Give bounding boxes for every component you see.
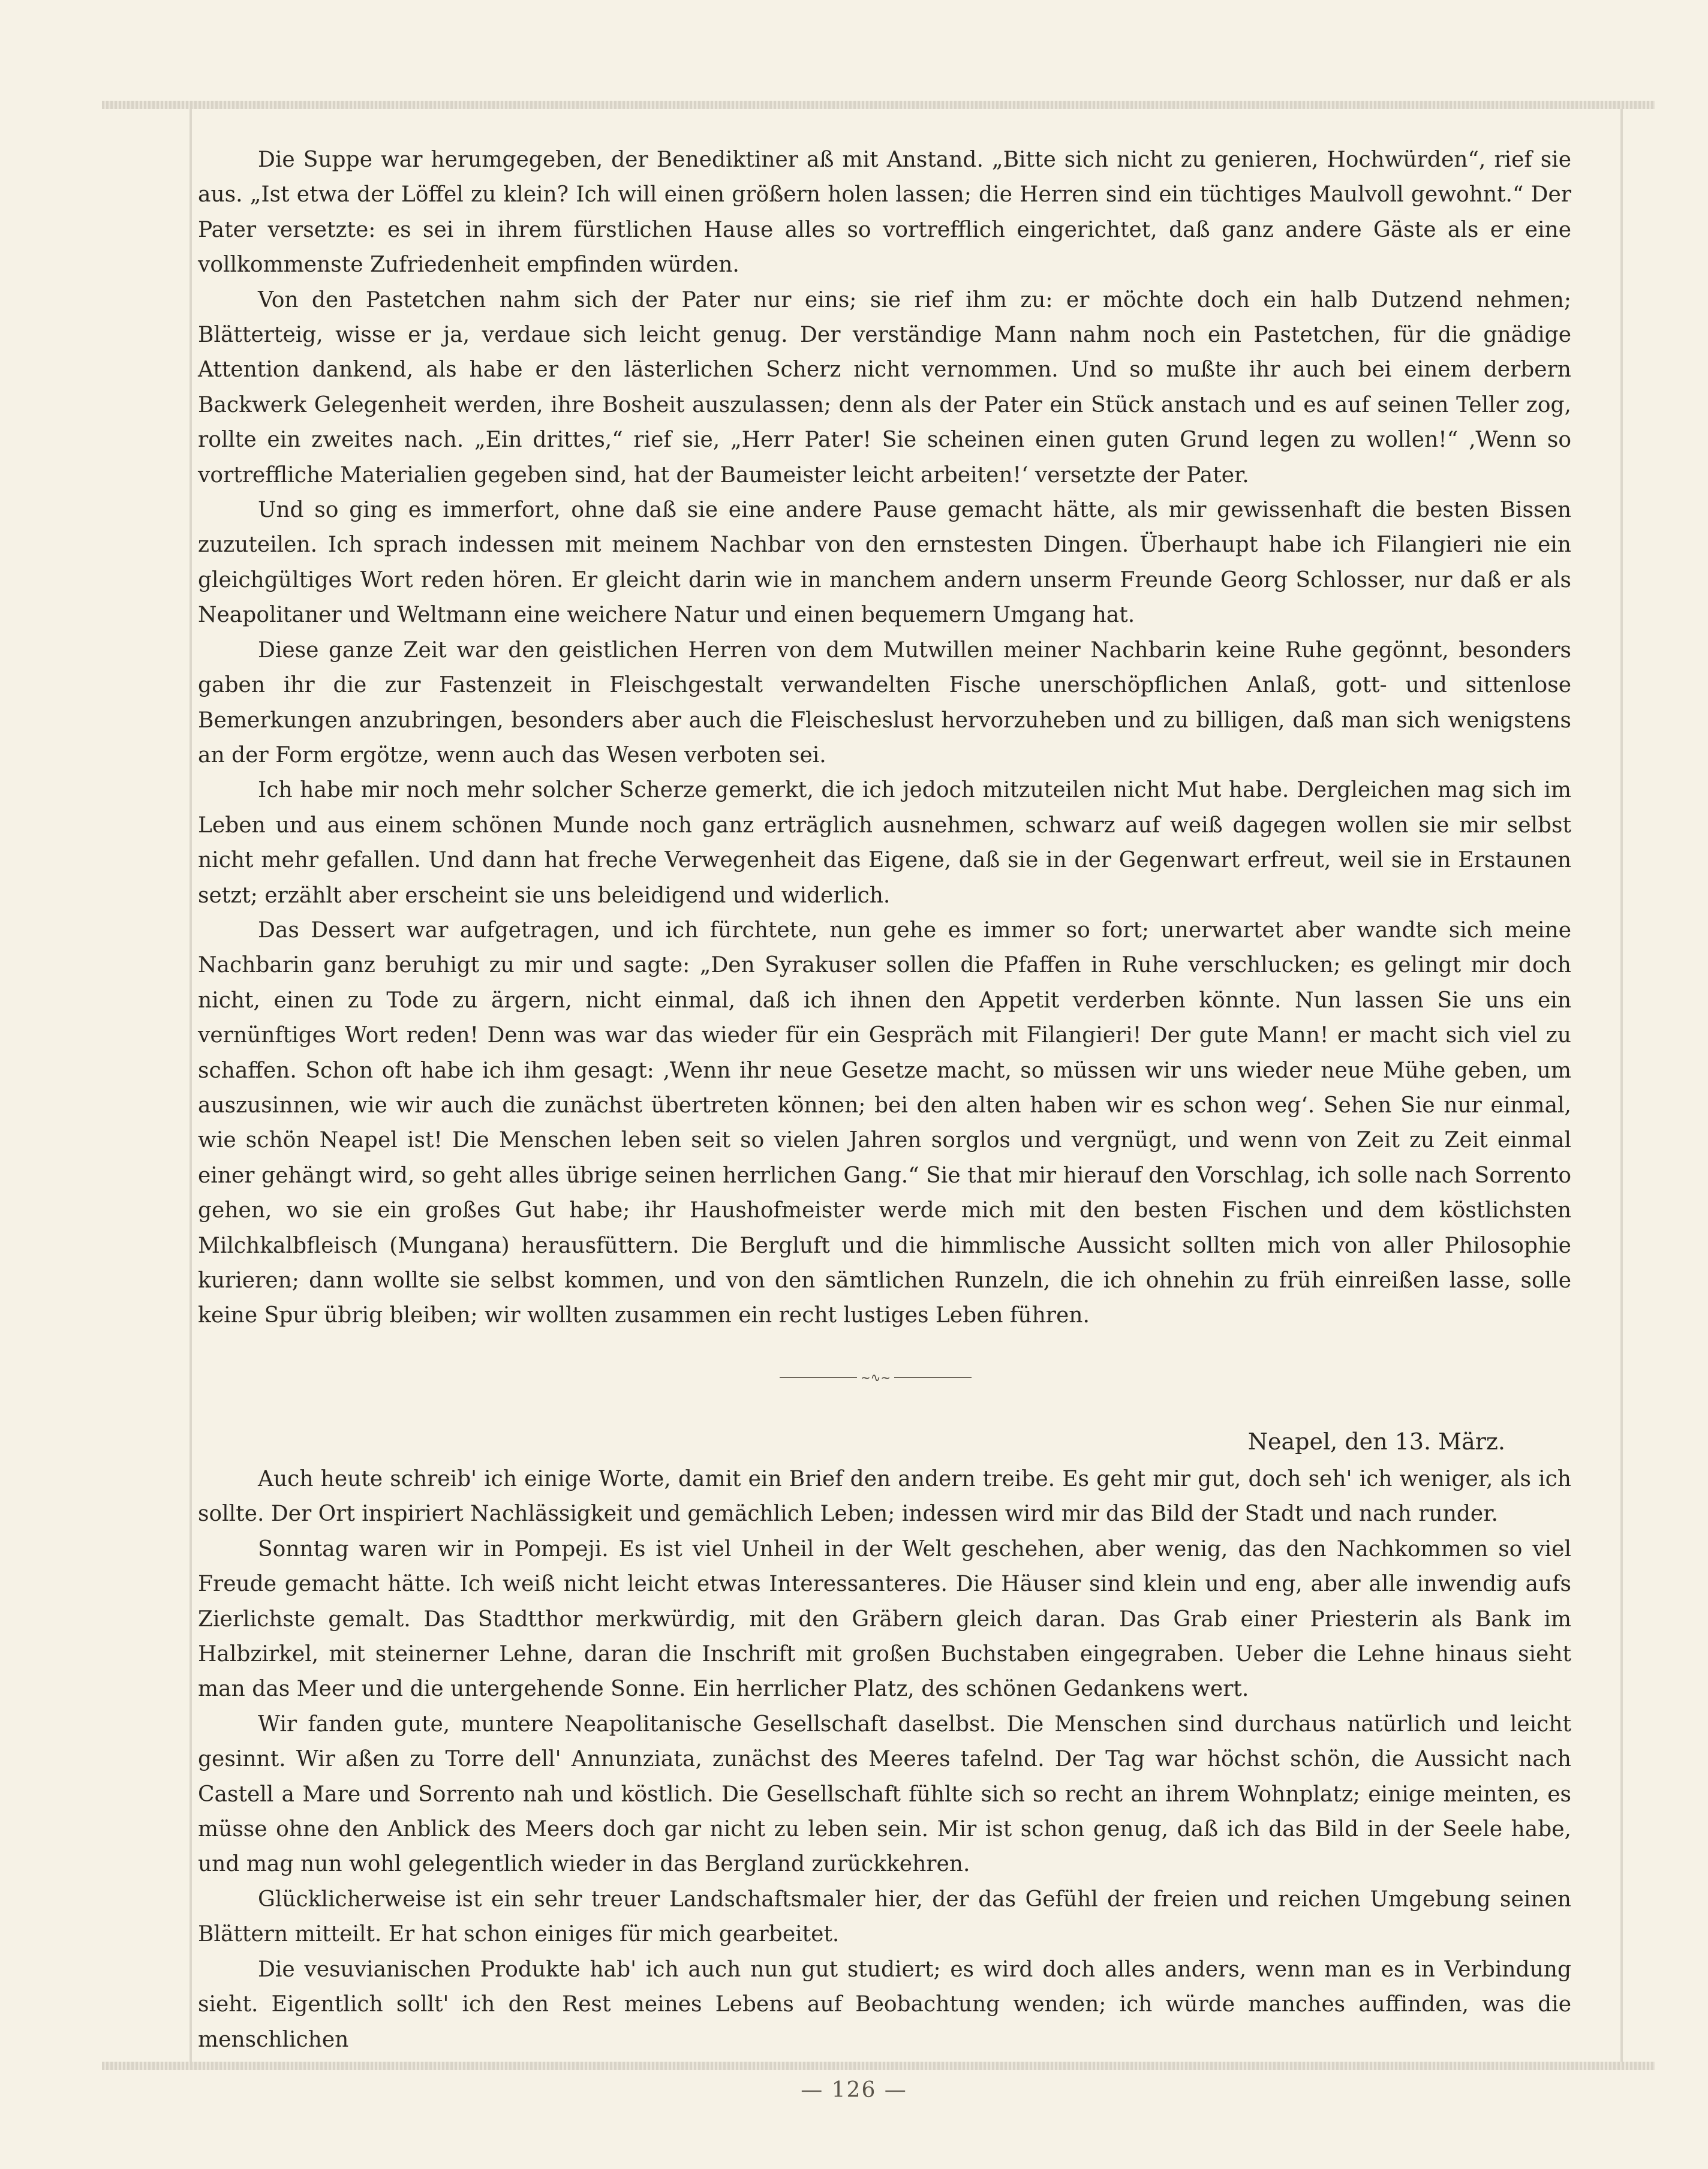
- letter-part-2: [198, 1462, 1571, 2057]
- paragraph: Die Suppe war herumgegeben, der Benediktiner aß mit Anstand. „Bitte sich nicht zu genieren, Hochwürden“, rief sie aus. „Ist etwa der Löffel zu klein? Ich will einen größern holen lassen; die Herren sind ein tüchtiges Maulvoll gewohnt.“ Der Pater versetzte: es sei in ihrem fürstlichen Hause alles so vortrefflich eingerichtet, daß ganz andere Gäste als er eine vollkommenste Zufriedenheit empfinden würden.: [198, 148, 1571, 278]
- paragraph: Diese ganze Zeit war den geistlichen Herren von dem Mutwillen meiner Nachbarin keine Ruhe gegönnt, besonders gaben ihr die zur Fastenzeit in Fleischgestalt verwandelten Fische unerschöpflichen Anlaß, gott- und sittenlose Bemerkungen anzubringen, besonders aber auch die Fleischeslust hervorzuheben und zu billigen, daß man sich wenigstens an der Form ergötze, wenn auch das Wesen verboten sei.: [198, 637, 1571, 768]
- separator-rule-right: [894, 1377, 972, 1378]
- right-border: [1620, 109, 1623, 2062]
- section-separator: [780, 1370, 972, 1385]
- paragraph: Auch heute schreib' ich einige Worte, damit ein Brief den andern treibe. Es geht mir gut, doch seh' ich weniger, als ich sollte. Der Ort inspiriert Nachlässigkeit und gemächlich Leben; indessen wird mir das Bild der Stadt und nach runder.: [198, 1467, 1571, 1527]
- letter-part-1: [198, 143, 1571, 1334]
- paragraph: Und so ging es immerfort, ohne daß sie eine andere Pause gemacht hätte, als mir gewissenhaft die besten Bissen zuzuteilen. Ich sprach indessen mit meinem Nachbar von den ernstesten Dingen. Überhaupt habe ich Filangieri nie ein gleichgültiges Wort reden hören. Er gleicht darin wie in manchem andern unserm Freunde Georg Schlosser, nur daß er als Neapolitaner und Weltmann eine weichere Natur und einen bequemern Umgang hat.: [198, 498, 1571, 628]
- paragraph: Ich habe mir noch mehr solcher Scherze gemerkt, die ich jedoch mitzuteilen nicht Mut habe. Dergleichen mag sich im Leben und aus einem schönen Munde noch ganz erträglich ausnehmen, schwarz auf weiß dagegen wollen sie mir selbst nicht mehr gefallen. Und dann hat freche Verwegenheit das Eigene, daß sie in der Gegenwart erfreut, weil sie in Erstaunen setzt; erzählt aber erscheint sie uns beleidigend und widerlich.: [198, 778, 1571, 908]
- left-border: [190, 109, 192, 2062]
- paragraph: Sonntag waren wir in Pompeji. Es ist viel Unheil in der Welt geschehen, aber wenig, das den Nachkommen so viel Freude gemacht hätte. Ich weiß nicht leicht etwas Interessanteres. Die Häuser sind klein und eng, aber alle inwendig aufs Zierlichste gemalt. Das Stadtthor merkwürdig, mit den Gräbern gleich daran. Das Grab einer Priesterin als Bank im Halbzirkel, mit steinerner Lehne, daran die Inschrift mit großen Buchstaben eingegraben. Ueber die Lehne hinaus sieht man das Meer und die untergehende Sonne. Ein herrlicher Platz, des schönen Gedankens wert.: [198, 1536, 1571, 1702]
- paragraph: Wir fanden gute, muntere Neapolitanische Gesellschaft daselbst. Die Menschen sind durchaus natürlich und leicht gesinnt. Wir aßen zu Torre dell' Annunziata, zunächst des Meeres tafelnd. Der Tag war höchst schön, die Aussicht nach Castell a Mare und Sorrento nah und köstlich. Die Gesellschaft fühlte sich so recht an ihrem Wohnplatz; einige meinten, es müsse ohne den Anblick des Meers doch gar nicht zu leben sein. Mir ist schon genug, daß ich das Bild in der Seele habe, und mag nun wohl gelegentlich wieder in das Bergland zurückkehren.: [198, 1711, 1571, 1877]
- separator-ornament: ~∿~: [860, 1370, 891, 1385]
- paragraph: Von den Pastetchen nahm sich der Pater nur eins; sie rief ihm zu: er möchte doch ein halb Dutzend nehmen; Blätterteig, wisse er ja, verdaue sich leicht genug. Der verständige Mann nahm noch ein Pastetchen, für die gnädige Attention dankend, als habe er den lästerlichen Scherz nicht vernommen. Und so mußte ihr auch bei einem derbern Backwerk Gelegenheit werden, ihre Bosheit auszulassen; denn als der Pater ein Stück anstach und es auf seinen Teller zog, rollte ein zweites nach. „Ein drittes,“ rief sie, „Herr Pater! Sie scheinen einen guten Grund legen zu wollen!“ ‚Wenn so vortreffliche Materialien gegeben sind, hat der Baumeister leicht arbeiten!‘ versetzte der Pater.: [198, 287, 1571, 488]
- top-border: [102, 101, 1655, 109]
- dateline: Neapel, den 13. März.: [1247, 1428, 1505, 1455]
- paragraph: Die vesuvianischen Produkte hab' ich auch nun gut studiert; es wird doch alles anders, wenn man es in Verbindung sieht. Eigentlich sollt' ich den Rest meines Lebens auf Beobachtung wenden; ich würde manches auffinden, was die menschlichen: [198, 1957, 1571, 2052]
- separator-rule-left: [780, 1377, 857, 1378]
- bottom-border: [102, 2062, 1655, 2070]
- paragraph: Das Dessert war aufgetragen, und ich fürchtete, nun gehe es immer so fort; unerwartet aber wandte sich meine Nachbarin ganz beruhigt zu mir und sagte: „Den Syrakuser sollen die Pfaffen in Ruhe verschlucken; es gelingt mir doch nicht, einen zu Tode zu ärgern, nicht einmal, daß ich ihnen den Appetit verderben könnte. Nun lassen Sie uns ein vernünftiges Wort reden! Denn was war das wieder für ein Gespräch mit Filangieri! Der gute Mann! er macht sich viel zu schaffen. Schon oft habe ich ihm gesagt: ‚Wenn ihr neue Gesetze macht, so müssen wir uns wieder neue Mühe geben, um auszusinnen, wie wir auch die zunächst übertreten können; bei den alten haben wir es schon weg‘. Sehen Sie nur einmal, wie schön Neapel ist! Die Menschen leben seit so vielen Jahren sorglos und vergnügt, und wenn von Zeit zu Zeit einmal einer gehängt wird, so geht alles übrige seinen herrlichen Gang.“ Sie that mir hierauf den Vorschlag, ich solle nach Sorrento gehen, wo sie ein großes Gut habe; ihr Haushofmeister werde mich mit den besten Fischen und dem köstlichsten Milchkalbfleisch (Mungana) herausfüttern. Die Bergluft und die himmlische Aussicht sollten mich von aller Philosophie kurieren; dann wollte sie selbst kommen, und von den sämtlichen Runzeln, die ich ohnehin zu früh einreißen lasse, solle keine Spur übrig bleiben; wir wollten zusammen ein recht lustiges Leben führen.: [198, 917, 1571, 1328]
- paragraph: Glücklicherweise ist ein sehr treuer Landschaftsmaler hier, der das Gefühl der freien und reichen Umgebung seinen Blättern mitteilt. Er hat schon einiges für mich gearbeitet.: [198, 1887, 1571, 1947]
- page-number: — 126 —: [801, 2078, 907, 2102]
